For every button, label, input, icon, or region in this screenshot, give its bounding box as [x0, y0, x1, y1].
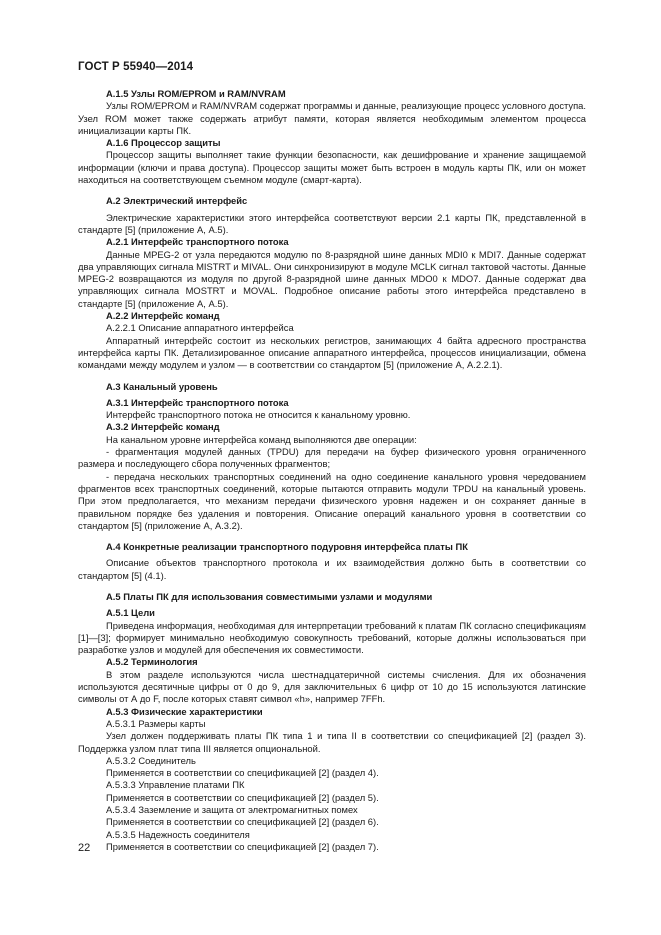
subsection-title: A.5.3.2 Соединитель	[106, 754, 196, 766]
paragraph: Применяется в соответствии со спецификацией [2] (раздел 6).	[106, 816, 379, 828]
subsection-title: A.5.3.1 Размеры карты	[106, 717, 206, 729]
paragraph: Описание объектов транспортного протокола и их взаимодействия должно быть в соответствии со стандартом [5] (4.1).	[78, 557, 586, 581]
paragraph: Узлы ROM/EPROM и RAM/NVRAM содержат программы и данные, реализующие процесс условного доступа. Узел ROM может также содержать атрибут памяти, которая является необходимым элементом процесса инициализации карты ПК.	[78, 100, 586, 136]
paragraph: Данные MPEG-2 от узла передаются модулю по 8-разрядной шине данных MDI0 к MDI7. Данные содержат два управляющих сигнала MISTRT и MIVAL. Они синхронизируют в модуле MCLK сигнал тактовой частоты. Данные MPEG-2 возвращаются из модуля по другой 8-разрядной шине данных MDO0 к MDO7. Данные содержат два управляющих сигнала MOSTRT и MOVAL. Подробное описание работы этого интерфейса представлено в стандарте [5] (приложение А, А.5).	[78, 248, 586, 309]
paragraph: Аппаратный интерфейс состоит из нескольких регистров, занимающих 4 байта адресного пространства интерфейса карты ПК. Детализированное описание аппаратного интерфейса, процессов инициализации, обмена командами между модулем и узлом — в соответствии со стандартом [5] (приложение А, А.2.2.1).	[78, 334, 586, 371]
paragraph: - передача нескольких транспортных соединений на одно соединение канального уровня чередованием фрагментов всех транспортных соединений, которые пытаются отправить модули TPDU на канальный уровень. При этом предполагается, что механизм передачи физического уровня надежен и он сохраняет данные в правильном порядке без удаления и повторения. Описание операций канального уровня в соответствии со стандартом [5] (приложение А, А.3.2).	[78, 470, 586, 531]
document-body	[78, 88, 586, 853]
paragraph: На канальном уровне интерфейса команд выполняются две операции:	[106, 433, 417, 445]
subsection-title: A.5.3.3 Управление платами ПК	[106, 779, 245, 791]
paragraph: - фрагментация модулей данных (TPDU) для передачи на буфер физического уровня ограниченного размера и последующего сбора полученных фрагментов;	[78, 446, 586, 470]
paragraph: Приведена информация, необходимая для интерпретации требований к платам ПК согласно спецификациям [1]—[3]; формирует минимально необходимую совокупность требований, которые должны использоваться при разработке узлов и модулей для обеспечения их совместимости.	[78, 619, 586, 656]
section-heading: A.5.3 Физические характеристики	[106, 705, 263, 717]
paragraph: Применяется в соответствии со спецификацией [2] (раздел 5).	[106, 791, 379, 803]
section-heading: A.1.6 Процессор защиты	[106, 137, 221, 149]
page-header: ГОСТ Р 55940—2014	[78, 61, 194, 73]
subsection-title: A.2.2.1 Описание аппаратного интерфейса	[106, 322, 294, 334]
section-heading: A.5 Платы ПК для использования совместимыми узлами и модулями	[106, 590, 433, 602]
page-number: 22	[78, 842, 91, 854]
subsection-title: A.5.3.4 Заземление и защита от электромагнитных помех	[106, 804, 358, 816]
paragraph: Процессор защиты выполняет такие функции безопасности, как дешифрование и хранение защищаемой информации (ключи и права доступа). Процессор защиты может быть встроен в модуль карты ПК, или он может находиться на соответствующем съемном модуле (смарт-карта).	[78, 149, 586, 186]
section-heading: A.3 Канальный уровень	[106, 380, 218, 392]
subsection-title: A.5.3.5 Надежность соединителя	[106, 828, 250, 840]
paragraph: Электрические характеристики этого интерфейса соответствуют версии 2.1 карты ПК, представленной в стандарте [5] (приложение А, А.5).	[78, 211, 586, 235]
section-heading: A.2.2 Интерфейс команд	[106, 310, 220, 322]
section-heading: A.5.2 Терминология	[106, 656, 198, 668]
section-heading: A.1.5 Узлы ROM/EPROM и RAM/NVRAM	[106, 88, 286, 99]
paragraph: Интерфейс транспортного потока не относится к канальному уровню.	[106, 409, 411, 421]
section-heading: A.2.1 Интерфейс транспортного потока	[106, 236, 289, 248]
section-heading: A.2 Электрический интерфейс	[106, 195, 248, 207]
paragraph: В этом разделе используются числа шестнадцатеричной системы счисления. Для их обозначения используются десятичные цифры от 0 до 9, для заключительных 6 цифр от 10 до 15 используются латинские символы от А до F, после которых ставят символ «h», например 7FFh.	[78, 668, 586, 705]
paragraph: Узел должен поддерживать платы ПК типа 1 и типа II в соответствии со спецификацией [2] (раздел 3). Поддержка узлом плат типа III является опциональной.	[78, 730, 586, 754]
section-heading: A.5.1 Цели	[106, 607, 155, 619]
section-heading: A.3.2 Интерфейс команд	[106, 421, 220, 433]
section-heading: A.4 Конкретные реализации транспортного подуровня интерфейса платы ПК	[106, 541, 468, 553]
section-heading: A.3.1 Интерфейс транспортного потока	[106, 396, 289, 408]
paragraph: Применяется в соответствии со спецификацией [2] (раздел 4).	[106, 767, 379, 779]
paragraph: Применяется в соответствии со спецификацией [2] (раздел 7).	[106, 840, 379, 852]
